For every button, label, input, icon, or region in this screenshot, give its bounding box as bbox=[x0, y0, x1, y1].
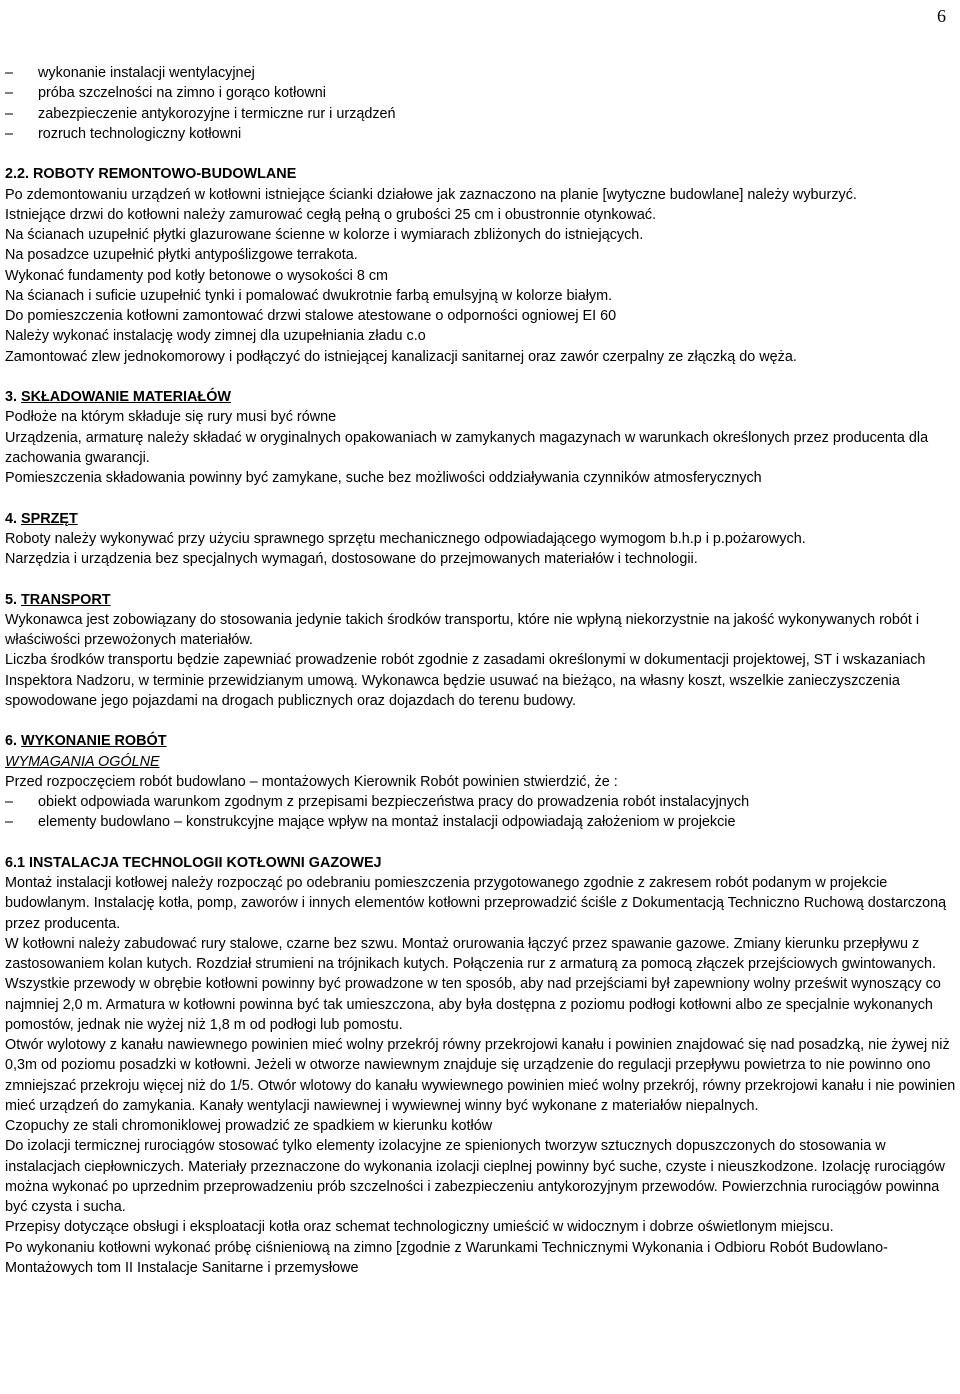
paragraph: Zamontować zlew jednokomorowy i podłączyć do istniejącej kanalizacji sanitarnej oraz zawór czerpalny ze złączką do węża. bbox=[5, 348, 797, 365]
section-heading: 5. TRANSPORT bbox=[5, 591, 111, 608]
paragraph: Wykonawca jest zobowiązany do stosowania jedynie takich środków transportu, które nie wpłyną niekorzystnie na jakość wykonywanych robót i właściwości przewożonych materiałów. bbox=[5, 611, 920, 648]
section-heading: 3. SKŁADOWANIE MATERIAŁÓW bbox=[5, 389, 231, 405]
dash-bullet: – bbox=[5, 814, 14, 831]
paragraph: Liczba środków transportu będzie zapewniać prowadzenie robót zgodnie z zasadami określonymi w dokumentacji projektowej, ST i wskazaniach Inspektora Nadzoru, w terminie przewidzianym umową. Wykonawca będzie usuwać na bieżąco, na własny koszt, wszelkie zanieczyszczenia spowodowane jego pojazdami na drogach publicznych oraz dojazdach do terenu budowy. bbox=[5, 652, 926, 709]
paragraph: Montaż instalacji kotłowej należy rozpocząć po odebraniu pomieszczenia przygotowanego zgodnie z zakresem robót podanym w projekcie budowlanym. Instalację kotła, pomp, zaworów i innych elementów kotłowni przeprowadzić ściśle z Dokumentacją Techniczno Ruchową dostarczoną przez producenta. bbox=[5, 875, 947, 932]
paragraph: Do pomieszczenia kotłowni zamontować drzwi stalowe atestowane o odporności ogniowej EI 60 bbox=[5, 308, 617, 324]
paragraph: Podłoże na którym składuje się rury musi być równe bbox=[5, 409, 337, 426]
dash-bullet: – bbox=[5, 65, 14, 81]
paragraph: Po zdemontowaniu urządzeń w kotłowni istniejące ścianki działowe jak zaznaczono na planie [wytyczne budowlane] należy wyburzyć. bbox=[5, 186, 857, 203]
page-number: 6 bbox=[937, 6, 946, 26]
paragraph: Przepisy dotyczące obsługi i eksploatacji kotła oraz schemat technologiczny umieścić w widocznym i dobrze oświetlonym miejscu. bbox=[5, 1219, 834, 1236]
paragraph: Na posadzce uzupełnić płytki antypoślizgowe terrakota. bbox=[5, 247, 358, 264]
paragraph: Na ścianach i suficie uzupełnić tynki i pomalować dwukrotnie farbą emulsyjną w kolorze białym. bbox=[5, 287, 613, 304]
section-6 bbox=[5, 731, 957, 832]
list-item: – rozruch technologiczny kotłowni bbox=[5, 124, 957, 144]
paragraph: Na ścianach uzupełnić płytki glazurowane ścienne w kolorze i wymiarach zbliżonych do istniejących. bbox=[5, 227, 644, 243]
paragraph: Do izolacji termicznej rurociągów stosować tylko elementy izolacyjne ze spienionych tworzyw sztucznych dopuszczonych do stosowania w instalacjach ciepłowniczych. Materiały przeznaczone do wykonania izolacji cieplnej powinny być suche, czyste i nieuszkodzone. Izolację rurociągów można wykonać po uprzednim przeprowadzeniu prób szczelności i zabezpieczeniu antykorozyjnym przewodów. Powierzchnia rurociągów powinna być czysta i sucha. bbox=[5, 1138, 945, 1215]
section-2-2 bbox=[5, 164, 957, 367]
section-3 bbox=[5, 387, 957, 488]
document-body bbox=[5, 63, 957, 1278]
paragraph: Istniejące drzwi do kotłowni należy zamurować cegłą pełną o grubości 25 cm i obustronnie otynkować. bbox=[5, 206, 657, 223]
dash-bullet: – bbox=[5, 794, 14, 810]
paragraph: Wykonać fundamenty pod kotły betonowe o wysokości 8 cm bbox=[5, 267, 389, 284]
list-item: – wykonanie instalacji wentylacyjnej bbox=[5, 63, 957, 83]
paragraph: Należy wykonać instalację wody zimnej dla uzupełniania zładu c.o bbox=[5, 328, 426, 345]
paragraph: Przed rozpoczęciem robót budowlano – montażowych Kierownik Robót powinien stwierdzić, że : bbox=[5, 773, 618, 790]
dash-bullet: – bbox=[5, 105, 14, 122]
section-4 bbox=[5, 509, 957, 570]
dash-bullet: – bbox=[5, 85, 14, 102]
section-5 bbox=[5, 590, 957, 712]
section-6-1 bbox=[5, 853, 957, 1278]
list-item: – obiekt odpowiada warunkom zgodnym z przepisami bezpieczeństwa pracy do prowadzenia robót instalacyjnych bbox=[5, 792, 957, 812]
subheading: WYMAGANIA OGÓLNE bbox=[5, 753, 160, 770]
list-item: – elementy budowlano – konstrukcyjne mające wpływ na montaż instalacji odpowiadają założeniom w projekcie bbox=[5, 812, 957, 832]
section-heading: 2.2. ROBOTY REMONTOWO-BUDOWLANE bbox=[5, 166, 297, 183]
works-list bbox=[5, 63, 957, 144]
paragraph: Urządzenia, armaturę należy składać w oryginalnych opakowaniach w zamykanych magazynach w warunkach określonych przez producenta dla zachowania gwarancji. bbox=[5, 429, 929, 466]
list-item: – zabezpieczenie antykorozyjne i termiczne rur i urządzeń bbox=[5, 104, 957, 124]
paragraph: W kotłowni należy zabudować rury stalowe, czarne bez szwu. Montaż orurowania łączyć przez spawanie gazowe. Zmiany kierunku przepływu z zastosowaniem kolan kutych. Rozdział strumieni na trójnikach kutych. Połączenia rur z armaturą za pomocą złączek przejściowych gwintowanych. Wszystkie przewody w obrębie kotłowni powinny być prowadzone w ten sposób, aby nad przejściami był zapewniony wolny prześwit wynoszący co najmniej 2,0 m. Armatura w kotłowni powinna być tak umieszczona, aby była dostępna z poziomu podłogi kotłowni albo ze specjalnie wykonanych pomostów, jednak nie wyżej niż 1,8 m od podłogi lub pomostu. bbox=[5, 935, 941, 1033]
section-heading: 4. SPRZĘT bbox=[5, 510, 78, 527]
paragraph: Otwór wylotowy z kanału nawiewnego powinien mieć wolny przekrój równy przekrojowi kanału i powinien znajdować się nad posadzką, nie żywej niż 0,3m od poziomu posadzki w kotłowni. Jeżeli w otworze nawiewnym znajduje się urządzenie do regulacji przepływu powietrza to nie powinno ono zmniejszać przekroju więcej niż do 1/5. Otwór wlotowy do kanału wywiewnego powinien mieć wolny przekrój, równy przekrojowi kanału i nie powinien mieć urządzeń do zamykania. Kanały wentylacji nawiewnej i wywiewnej winny być wykonane z materiałów niepalnych. bbox=[5, 1037, 956, 1114]
paragraph: Roboty należy wykonywać przy użyciu sprawnego sprzętu mechanicznego odpowiadającego wymogom b.h.p i p.pożarowych. bbox=[5, 530, 806, 547]
paragraph: Narzędzia i urządzenia bez specjalnych wymagań, dostosowane do przejmowanych materiałów i technologii. bbox=[5, 551, 698, 567]
paragraph: Czopuchy ze stali chromoniklowej prowadzić ze spadkiem w kierunku kotłów bbox=[5, 1118, 493, 1134]
paragraph: Pomieszczenia składowania powinny być zamykane, suche bez możliwości oddziaływania czynników atmosferycznych bbox=[5, 470, 762, 486]
dash-bullet: – bbox=[5, 125, 14, 142]
section-heading: 6. WYKONANIE ROBÓT bbox=[5, 733, 167, 750]
list-item: – próba szczelności na zimno i gorąco kotłowni bbox=[5, 83, 957, 103]
paragraph: Po wykonaniu kotłowni wykonać próbę ciśnieniową na zimno [zgodnie z Warunkami Technicznymi Wykonania i Odbioru Robót Budowlano-Montażowych tom II Instalacje Sanitarne i przemysłowe bbox=[5, 1239, 888, 1276]
section-heading: 6.1 INSTALACJA TECHNOLOGII KOTŁOWNI GAZOWEJ bbox=[5, 854, 382, 871]
